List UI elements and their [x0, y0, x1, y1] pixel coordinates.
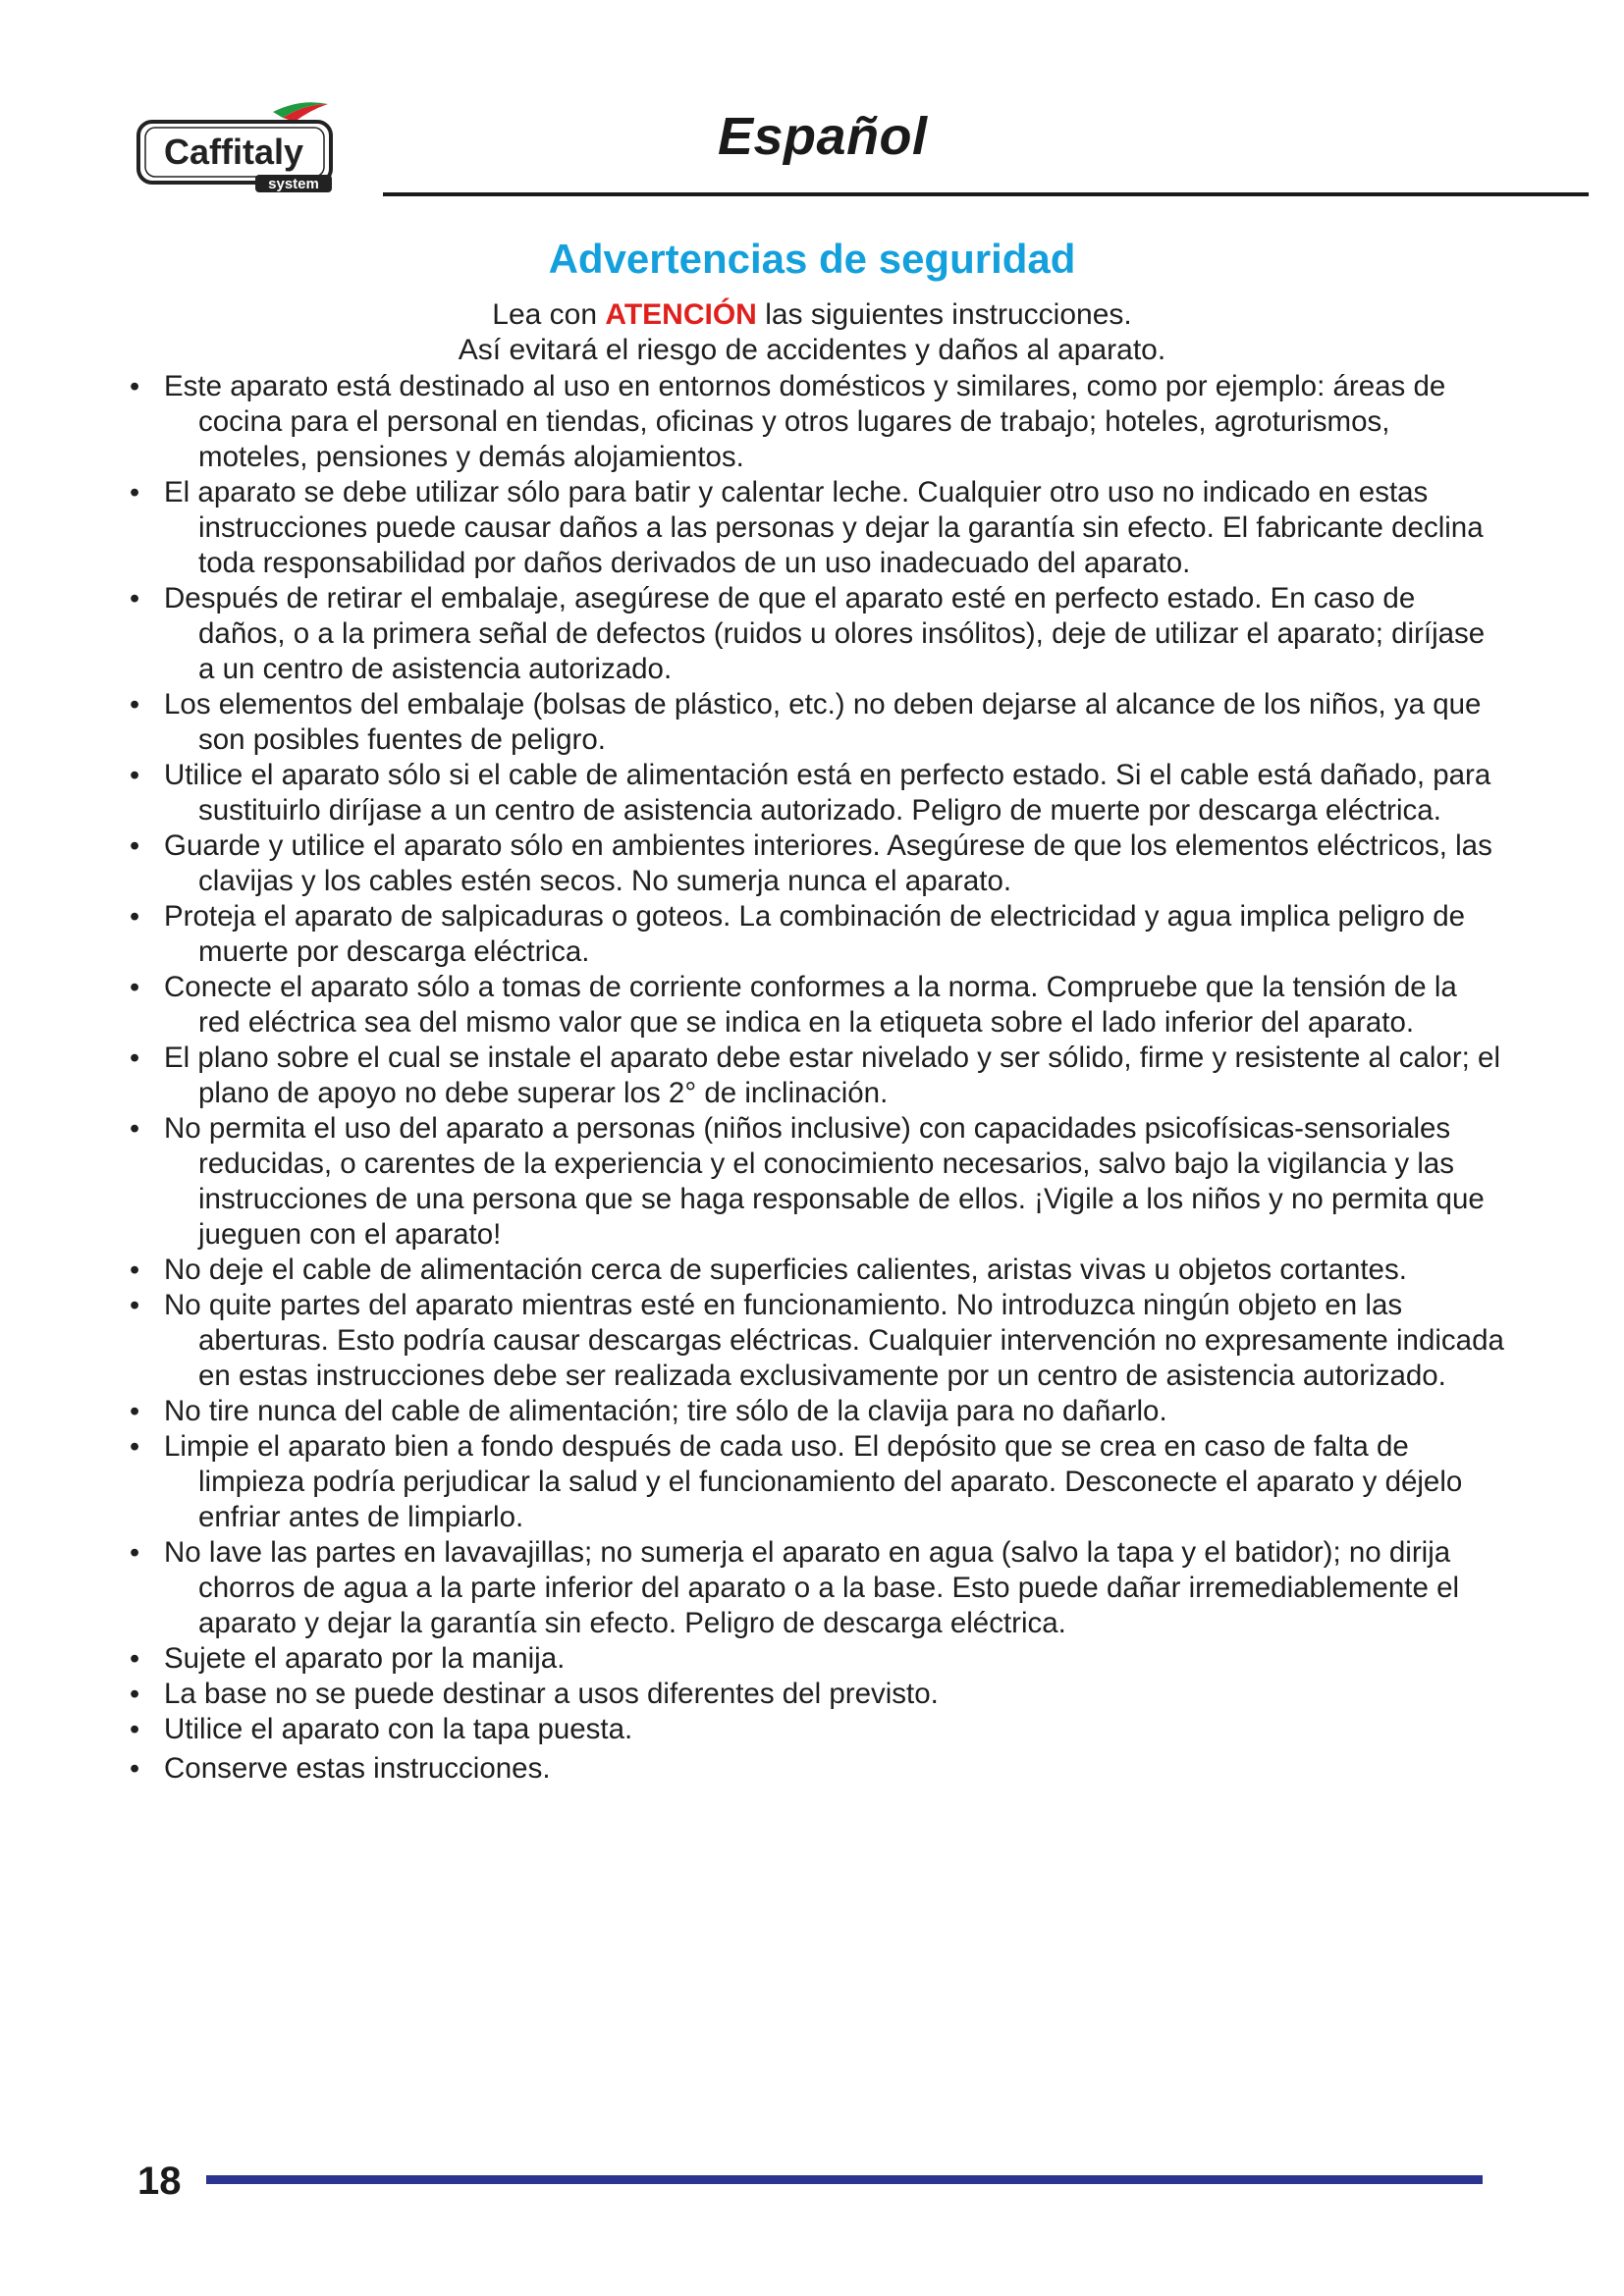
logo-tagline-text: system: [268, 176, 319, 192]
bullet-icon: •: [130, 1396, 140, 1427]
warning-item: [130, 1394, 1504, 1429]
warning-text: Sujete el aparato por la manija.: [164, 1642, 566, 1675]
warning-text: Utilice el aparato con la tapa puesta.: [164, 1713, 633, 1745]
warning-item: [130, 475, 1504, 581]
warning-text: Limpie el aparato bien a fondo después de cada uso. El depósito que se crea en caso de falta de limpieza podría perjudicar la salud y el funcionamiento del aparato. Desconecte el aparato y déjelo enfriar antes de limpiarlo.: [164, 1430, 1463, 1533]
warning-text: Este aparato está destinado al uso en entornos domésticos y similares, como por ejemplo: áreas de cocina para el personal en tiendas, oficinas y otros lugares de trabajo; hoteles, agroturismos, moteles, pensiones y demás alojamientos.: [164, 370, 1446, 473]
caffitaly-logo-graphic: [135, 98, 357, 196]
bullet-icon: •: [130, 972, 140, 1003]
bullet-icon: •: [130, 760, 140, 791]
bullet-icon: •: [130, 371, 140, 402]
warning-item: [130, 828, 1504, 899]
attention-emphasis: ATENCIÓN: [605, 298, 757, 331]
warning-item: [130, 899, 1504, 970]
warning-item: [130, 1712, 1504, 1747]
bullet-icon: •: [130, 1431, 140, 1463]
warning-item: [130, 1641, 1504, 1677]
warning-text: Guarde y utilice el aparato sólo en ambientes interiores. Asegúrese de que los elementos eléctricos, las clavijas y los cables estén secos. No sumerja nunca el aparato.: [164, 829, 1492, 897]
bullet-icon: •: [130, 1290, 140, 1321]
warning-item: [130, 1429, 1504, 1535]
safety-warnings-list: [130, 369, 1504, 1787]
bullet-icon: •: [130, 477, 140, 508]
warning-text: El aparato se debe utilizar sólo para batir y calentar leche. Cualquier otro uso no indicado en estas instrucciones puede causar daños a las personas y dejar la garantía sin efecto. El fabricante declina toda responsabilidad por daños derivados de un uso inadecuado del aparato.: [164, 476, 1484, 579]
bullet-icon: •: [130, 830, 140, 862]
warning-item: [130, 1253, 1504, 1288]
warning-item: [130, 687, 1504, 758]
warning-item: [130, 1041, 1504, 1111]
warning-item: [130, 581, 1504, 687]
warning-text: No quite partes del aparato mientras esté en funcionamiento. No introduzca ningún objeto en las aberturas. Esto podría causar descargas eléctricas. Cualquier intervención no expresamente indicada en estas instrucciones debe ser realizada exclusivamente por un centro de asistencia autorizado.: [164, 1289, 1504, 1392]
warning-item: [130, 369, 1504, 475]
warning-item: [130, 970, 1504, 1041]
warning-item: [130, 1677, 1504, 1712]
intro-text-after: las siguientes instrucciones.: [765, 298, 1132, 331]
bullet-icon: •: [130, 1714, 140, 1745]
warning-item: [130, 1288, 1504, 1394]
bullet-icon: •: [130, 1643, 140, 1675]
warning-text: No lave las partes en lavavajillas; no sumerja el aparato en agua (salvo la tapa y el batidor); no dirija chorros de agua a la parte inferior del aparato o a la base. Esto puede dañar irremediablemente el aparato y dejar la garantía sin efecto. Peligro de descarga eléctrica.: [164, 1536, 1460, 1639]
warning-text: No deje el cable de alimentación cerca de superficies calientes, aristas vivas u objetos cortantes.: [164, 1254, 1407, 1286]
bullet-icon: •: [130, 1113, 140, 1145]
warning-text: La base no se puede destinar a usos diferentes del previsto.: [164, 1678, 939, 1710]
footer-divider: [206, 2175, 1483, 2184]
intro-text-before: Lea con: [492, 298, 598, 331]
warning-text: Conecte el aparato sólo a tomas de corriente conformes a la norma. Compruebe que la tensión de la red eléctrica sea del mismo valor que se indica en la etiqueta sobre el lado inferior del aparato.: [164, 971, 1457, 1039]
header-divider: [383, 192, 1589, 196]
caffitaly-logo: [135, 98, 357, 196]
warning-text: Los elementos del embalaje (bolsas de plástico, etc.) no deben dejarse al alcance de los niños, ya que son posibles fuentes de peligro.: [164, 688, 1482, 756]
logo-brand-text: Caffitaly: [163, 132, 304, 172]
bullet-icon: •: [130, 1042, 140, 1074]
warning-text: No tire nunca del cable de alimentación; tire sólo de la clavija para no dañarlo.: [164, 1395, 1167, 1427]
warning-text: El plano sobre el cual se instale el aparato debe estar nivelado y ser sólido, firme y resistente al calor; el plano de apoyo no debe superar los 2° de inclinación.: [164, 1041, 1501, 1109]
bullet-icon: •: [130, 1255, 140, 1286]
warning-text: Después de retirar el embalaje, asegúrese de que el aparato esté en perfecto estado. En caso de daños, o a la primera señal de defectos (ruidos u olores insólitos), deje de utilizar el aparato; diríjase a un centro de asistencia autorizado.: [164, 582, 1486, 685]
bullet-icon: •: [130, 1679, 140, 1710]
language-heading: Español: [718, 107, 928, 166]
warning-item: [130, 1111, 1504, 1253]
warning-item: [130, 758, 1504, 828]
warning-text: No permita el uso del aparato a personas (niños inclusive) con capacidades psicofísicas-sensoriales reducidas, o carentes de la experiencia y el conocimiento necesarios, salvo bajo la vigilancia y las instrucciones de una persona que se haga responsable de ellos. ¡Vigile a los niños y no permita que jueguen con el aparato!: [164, 1112, 1485, 1251]
intro-line-2: Así evitará el riesgo de accidentes y daños al aparato.: [458, 334, 1166, 366]
warning-item: [130, 1535, 1504, 1641]
warning-text: Proteja el aparato de salpicaduras o goteos. La combinación de electricidad y agua implica peligro de muerte por descarga eléctrica.: [164, 900, 1466, 968]
bullet-icon: •: [130, 1753, 140, 1785]
bullet-icon: •: [130, 689, 140, 721]
bullet-icon: •: [130, 901, 140, 933]
bullet-icon: •: [130, 583, 140, 614]
intro-line-1: [0, 297, 1624, 333]
warning-item: [130, 1751, 1504, 1787]
page-title: Advertencias de seguridad: [548, 236, 1076, 282]
bullet-icon: •: [130, 1537, 140, 1569]
warning-text: Utilice el aparato sólo si el cable de alimentación está en perfecto estado. Si el cable está dañado, para sustituirlo diríjase a un centro de asistencia autorizado. Peligro de muerte por descarga eléctrica.: [164, 759, 1491, 827]
page-number: 18: [137, 2160, 182, 2203]
warning-text: Conserve estas instrucciones.: [164, 1752, 551, 1785]
